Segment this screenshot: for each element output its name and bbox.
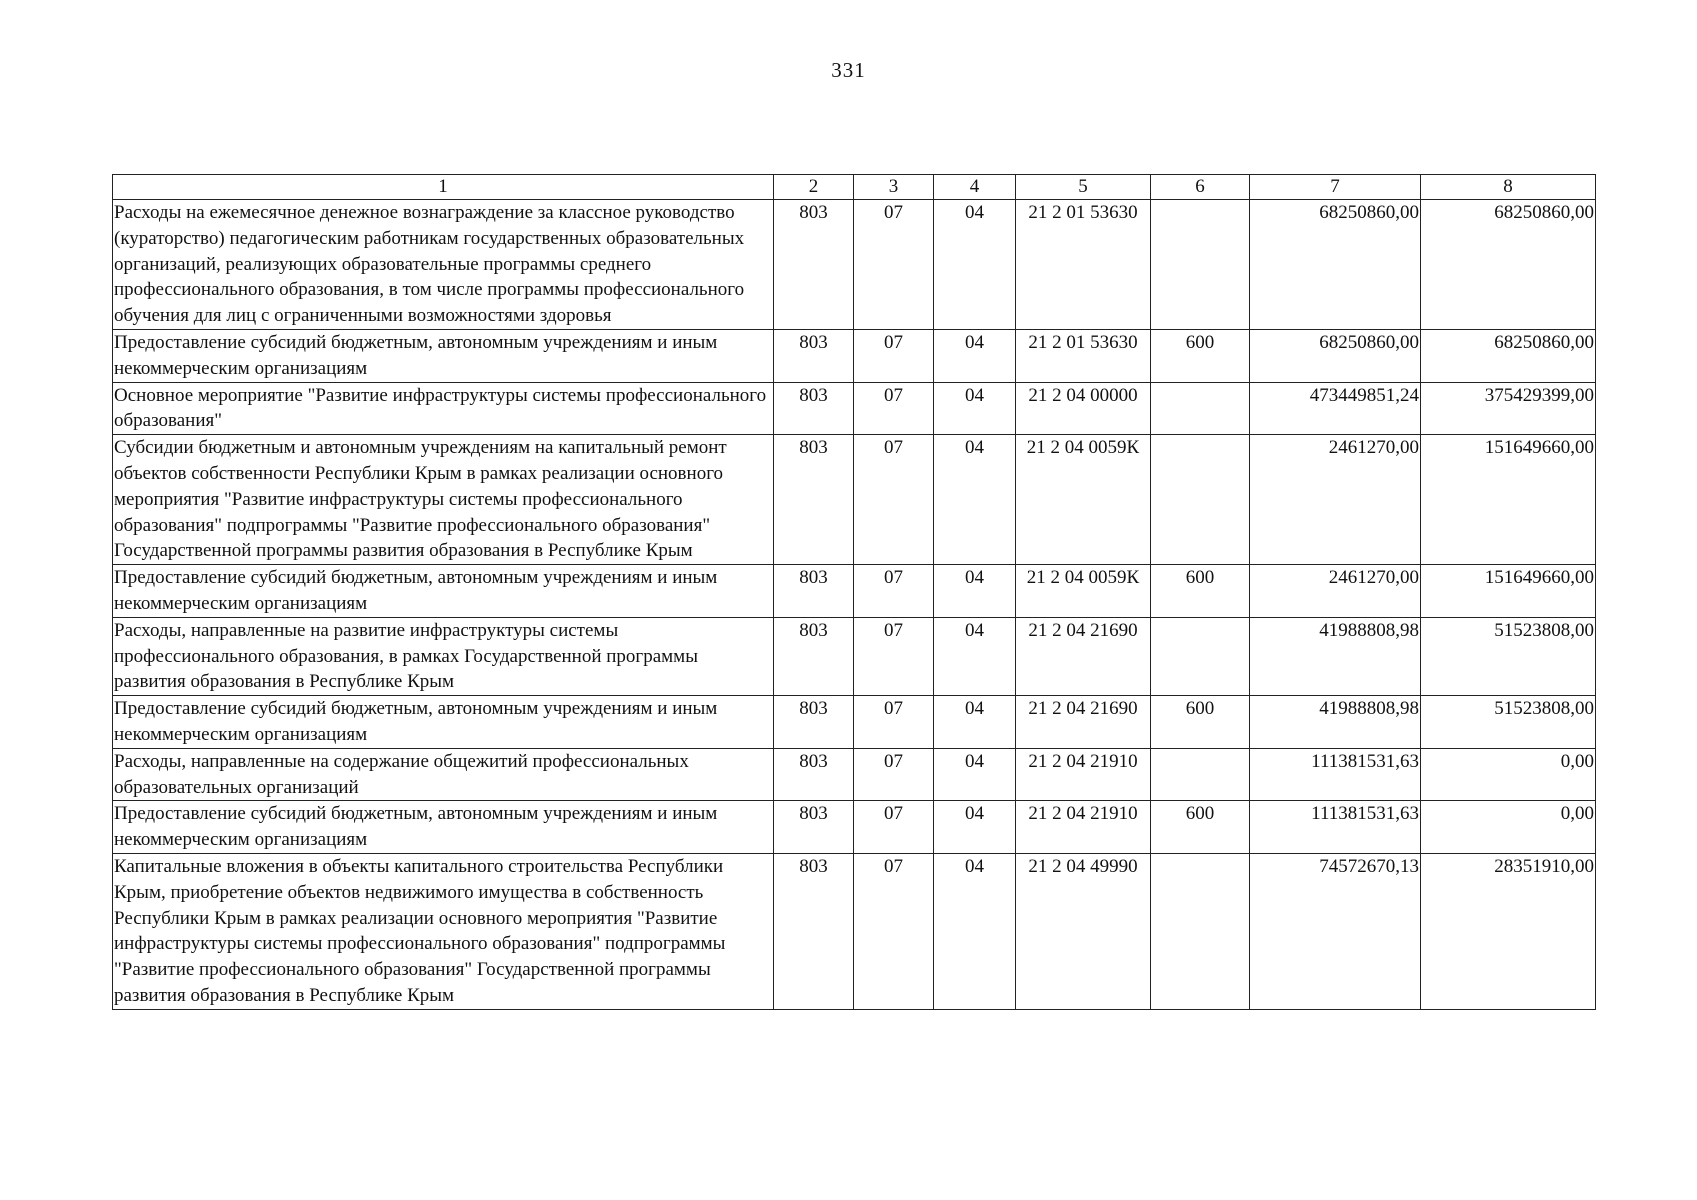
table-row xyxy=(113,696,1596,749)
ministry-code: 803 xyxy=(774,696,854,749)
amount-col7: 41988808,98 xyxy=(1250,617,1421,695)
header-row xyxy=(113,175,1596,200)
section-code: 07 xyxy=(854,329,934,382)
expense-type-code: 600 xyxy=(1151,801,1250,854)
column-header: 3 xyxy=(854,175,934,200)
expense-type-code: 600 xyxy=(1151,329,1250,382)
expense-type-code xyxy=(1151,200,1250,330)
row-description: Субсидии бюджетным и автономным учреждениям на капитальный ремонт объектов собственности Республики Крым в рамках реализации основного мероприятия "Развитие инфраструктуры системы профессионального образования" подпрограммы "Развитие профессионального образования" Государственной программы развития образования в Республике Крым xyxy=(113,435,774,565)
amount-col7: 2461270,00 xyxy=(1250,565,1421,618)
row-description: Предоставление субсидий бюджетным, автономным учреждениям и иным некоммерческим организациям xyxy=(113,565,774,618)
subsection-code: 04 xyxy=(934,382,1016,435)
subsection-code: 04 xyxy=(934,200,1016,330)
table-row xyxy=(113,853,1596,1009)
amount-col7: 473449851,24 xyxy=(1250,382,1421,435)
target-article-code: 21 2 04 21690 xyxy=(1016,696,1151,749)
target-article-code: 21 2 04 21910 xyxy=(1016,801,1151,854)
table-row xyxy=(113,801,1596,854)
amount-col8: 68250860,00 xyxy=(1421,329,1596,382)
table-row xyxy=(113,565,1596,618)
section-code: 07 xyxy=(854,853,934,1009)
subsection-code: 04 xyxy=(934,565,1016,618)
amount-col8: 151649660,00 xyxy=(1421,565,1596,618)
amount-col7: 41988808,98 xyxy=(1250,696,1421,749)
expense-type-code xyxy=(1151,382,1250,435)
section-code: 07 xyxy=(854,565,934,618)
ministry-code: 803 xyxy=(774,329,854,382)
ministry-code: 803 xyxy=(774,748,854,801)
amount-col8: 68250860,00 xyxy=(1421,200,1596,330)
row-description: Расходы на ежемесячное денежное вознаграждение за классное руководство (кураторство) педагогическим работникам государственных образовательных организаций, реализующих образовательные программы среднего профессионального образования, в том числе программы профессионального обучения для лиц с ограниченными возможностями здоровья xyxy=(113,200,774,330)
table-row xyxy=(113,748,1596,801)
row-description: Предоставление субсидий бюджетным, автономным учреждениям и иным некоммерческим организациям xyxy=(113,329,774,382)
amount-col7: 111381531,63 xyxy=(1250,801,1421,854)
table-row xyxy=(113,200,1596,330)
target-article-code: 21 2 04 21690 xyxy=(1016,617,1151,695)
subsection-code: 04 xyxy=(934,696,1016,749)
table-row xyxy=(113,329,1596,382)
target-article-code: 21 2 04 0059К xyxy=(1016,565,1151,618)
amount-col7: 2461270,00 xyxy=(1250,435,1421,565)
amount-col8: 51523808,00 xyxy=(1421,617,1596,695)
subsection-code: 04 xyxy=(934,617,1016,695)
subsection-code: 04 xyxy=(934,748,1016,801)
page-number: 331 xyxy=(831,58,866,82)
expense-type-code xyxy=(1151,748,1250,801)
section-code: 07 xyxy=(854,617,934,695)
table-row xyxy=(113,617,1596,695)
row-description: Расходы, направленные на развитие инфраструктуры системы профессионального образования, в рамках Государственной программы развития образования в Республике Крым xyxy=(113,617,774,695)
subsection-code: 04 xyxy=(934,801,1016,854)
expense-type-code xyxy=(1151,617,1250,695)
row-description: Основное мероприятие "Развитие инфраструктуры системы профессионального образования" xyxy=(113,382,774,435)
amount-col8: 151649660,00 xyxy=(1421,435,1596,565)
subsection-code: 04 xyxy=(934,435,1016,565)
expense-type-code xyxy=(1151,435,1250,565)
target-article-code: 21 2 01 53630 xyxy=(1016,329,1151,382)
ministry-code: 803 xyxy=(774,565,854,618)
expense-type-code: 600 xyxy=(1151,696,1250,749)
amount-col7: 68250860,00 xyxy=(1250,329,1421,382)
ministry-code: 803 xyxy=(774,435,854,565)
section-code: 07 xyxy=(854,382,934,435)
section-code: 07 xyxy=(854,748,934,801)
amount-col7: 74572670,13 xyxy=(1250,853,1421,1009)
column-header: 7 xyxy=(1250,175,1421,200)
column-header: 1 xyxy=(113,175,774,200)
expense-type-code xyxy=(1151,853,1250,1009)
row-description: Расходы, направленные на содержание общежитий профессиональных образовательных организаций xyxy=(113,748,774,801)
amount-col7: 68250860,00 xyxy=(1250,200,1421,330)
column-header: 5 xyxy=(1016,175,1151,200)
column-header: 8 xyxy=(1421,175,1596,200)
ministry-code: 803 xyxy=(774,382,854,435)
column-header: 6 xyxy=(1151,175,1250,200)
expense-type-code: 600 xyxy=(1151,565,1250,618)
table-row xyxy=(113,435,1596,565)
ministry-code: 803 xyxy=(774,801,854,854)
column-header: 2 xyxy=(774,175,854,200)
section-code: 07 xyxy=(854,200,934,330)
row-description: Предоставление субсидий бюджетным, автономным учреждениям и иным некоммерческим организациям xyxy=(113,801,774,854)
amount-col8: 375429399,00 xyxy=(1421,382,1596,435)
section-code: 07 xyxy=(854,696,934,749)
section-code: 07 xyxy=(854,801,934,854)
subsection-code: 04 xyxy=(934,853,1016,1009)
subsection-code: 04 xyxy=(934,329,1016,382)
amount-col8: 0,00 xyxy=(1421,748,1596,801)
table-row xyxy=(113,382,1596,435)
row-description: Капитальные вложения в объекты капитального строительства Республики Крым, приобретение объектов недвижимого имущества в собственность Республики Крым в рамках реализации основного мероприятия "Развитие инфраструктуры системы профессионального образования" подпрограммы "Развитие профессионального образования" Государственной программы развития образования в Республике Крым xyxy=(113,853,774,1009)
amount-col8: 0,00 xyxy=(1421,801,1596,854)
budget-table xyxy=(112,174,1596,1010)
ministry-code: 803 xyxy=(774,853,854,1009)
amount-col8: 51523808,00 xyxy=(1421,696,1596,749)
ministry-code: 803 xyxy=(774,617,854,695)
target-article-code: 21 2 04 49990 xyxy=(1016,853,1151,1009)
column-header: 4 xyxy=(934,175,1016,200)
section-code: 07 xyxy=(854,435,934,565)
amount-col8: 28351910,00 xyxy=(1421,853,1596,1009)
row-description: Предоставление субсидий бюджетным, автономным учреждениям и иным некоммерческим организациям xyxy=(113,696,774,749)
target-article-code: 21 2 04 21910 xyxy=(1016,748,1151,801)
amount-col7: 111381531,63 xyxy=(1250,748,1421,801)
ministry-code: 803 xyxy=(774,200,854,330)
target-article-code: 21 2 01 53630 xyxy=(1016,200,1151,330)
target-article-code: 21 2 04 0059К xyxy=(1016,435,1151,565)
target-article-code: 21 2 04 00000 xyxy=(1016,382,1151,435)
